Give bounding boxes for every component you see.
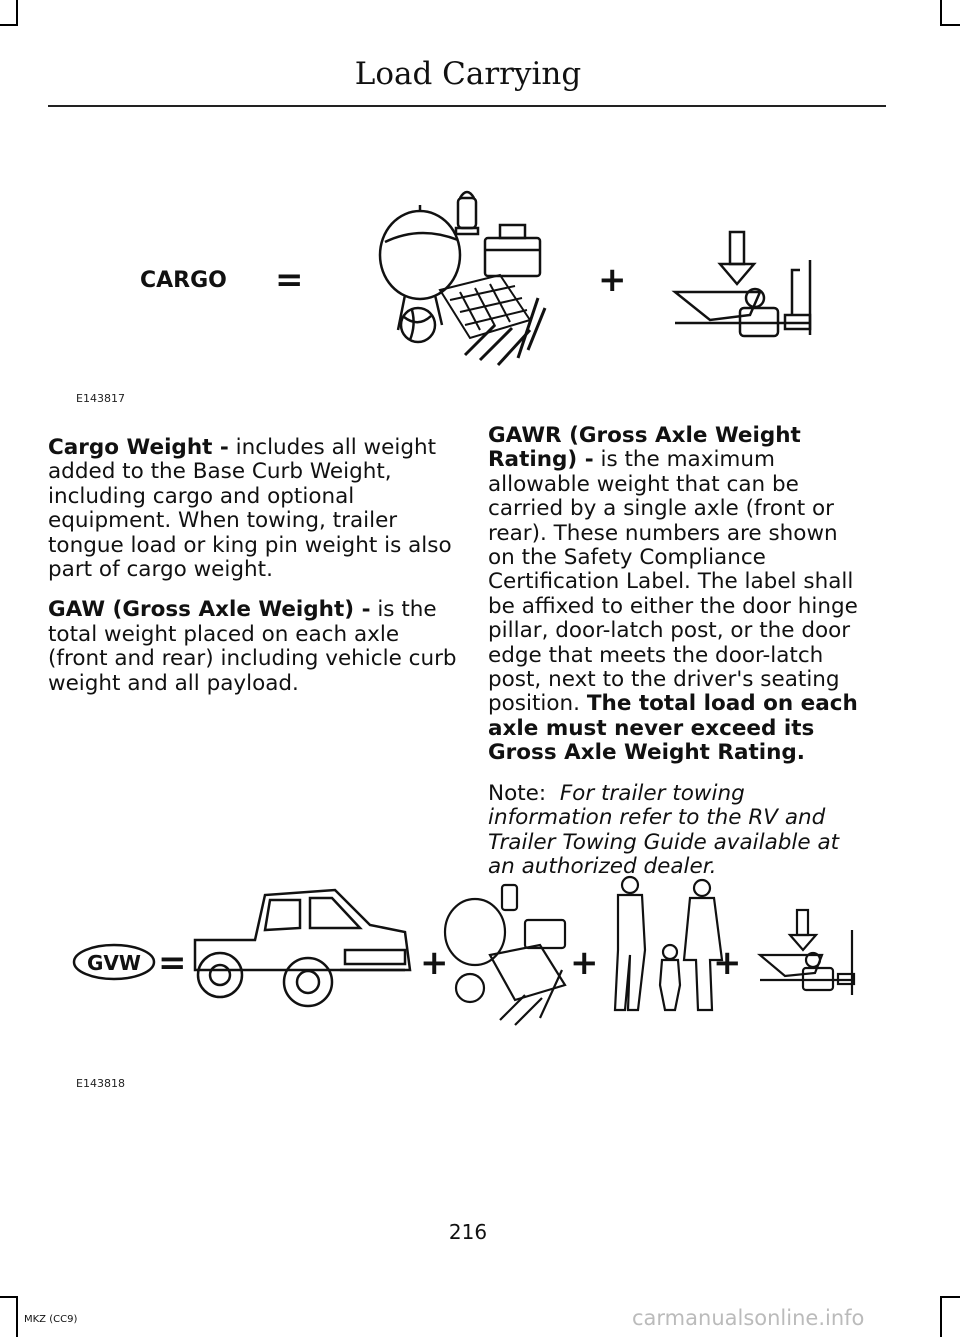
plus-sign-1: +	[420, 943, 449, 983]
gawr-emphasis: The total load on each axle must never exceed its Gross Axle Weight Rating.	[488, 691, 858, 766]
page-number: 216	[448, 1220, 488, 1244]
figure-code: E143818	[76, 1077, 125, 1090]
lantern-icon	[456, 192, 478, 234]
left-column	[48, 436, 458, 712]
crop-mark-top-left-h	[0, 24, 18, 26]
grill-icon	[380, 205, 460, 330]
gvw-label: GVW	[87, 951, 141, 975]
cargo-weight-paragraph	[48, 436, 458, 582]
family-icon	[615, 877, 722, 1010]
cargo-items-icon	[445, 885, 565, 1025]
pickup-truck-icon	[195, 890, 410, 1006]
gawr-paragraph	[488, 424, 858, 766]
gvw-illustration	[70, 870, 860, 1040]
gawr-text: is the maximum allowable weight that can be carried by a single axle (front or rear). These numbers are shown on the Safety Compliance Certification Label. The label shall be affixed to either the door hinge pillar, door-latch post, or the door edge that meets the door-latch post, next to the driver's seating position.	[488, 447, 858, 717]
note-paragraph	[488, 782, 858, 880]
equals-sign: =	[158, 943, 187, 983]
header-rule	[48, 105, 886, 107]
cargo-figure	[76, 180, 820, 405]
crop-mark-bottom-left-h	[0, 1296, 18, 1298]
gaw-text: is the total weight placed on each axle (front and rear) including vehicle curb weight and all payload.	[48, 597, 457, 696]
cooler-icon	[485, 225, 540, 276]
watermark: carmanualsonline.info	[632, 1306, 865, 1330]
note-label: Note:	[488, 780, 547, 806]
note-text: For trailer towing information refer to the RV and Trailer Towing Guide available at an authorized dealer.	[488, 780, 840, 879]
chair-icon	[440, 275, 530, 338]
hitch-icon	[675, 232, 810, 336]
crop-mark-top-right-h	[940, 24, 960, 26]
plus-sign: +	[598, 260, 627, 300]
cargo-label: CARGO	[140, 268, 227, 293]
gaw-paragraph	[48, 598, 458, 696]
gawr-term: GAWR (Gross Axle Weight Rating) -	[488, 423, 801, 473]
equals-sign: =	[275, 260, 304, 300]
figure-code: E143817	[76, 392, 125, 405]
plus-sign-3: +	[713, 943, 742, 983]
page-title: Load Carrying	[354, 56, 582, 92]
plus-sign-2: +	[570, 943, 599, 983]
crop-mark-top-left-v	[16, 0, 18, 26]
crop-mark-bottom-right-h	[940, 1296, 960, 1298]
hitch-icon	[760, 910, 855, 995]
right-column	[488, 424, 858, 895]
ball-icon	[401, 308, 435, 342]
model-code: MKZ (CC9)	[24, 1314, 78, 1325]
gaw-term: GAW (Gross Axle Weight) -	[48, 597, 371, 623]
gvw-figure	[70, 870, 860, 1090]
cargo-weight-text: includes all weight added to the Base Curb Weight, including cargo and optional equipment. When towing, trailer tongue load or king pin weight is also part of cargo weight.	[48, 435, 452, 583]
crop-mark-top-right-v	[940, 0, 942, 26]
crop-mark-bottom-right-v	[940, 1296, 942, 1337]
cargo-weight-term: Cargo Weight -	[48, 435, 229, 460]
cargo-illustration	[120, 180, 820, 380]
crop-mark-bottom-left-v	[16, 1296, 18, 1337]
